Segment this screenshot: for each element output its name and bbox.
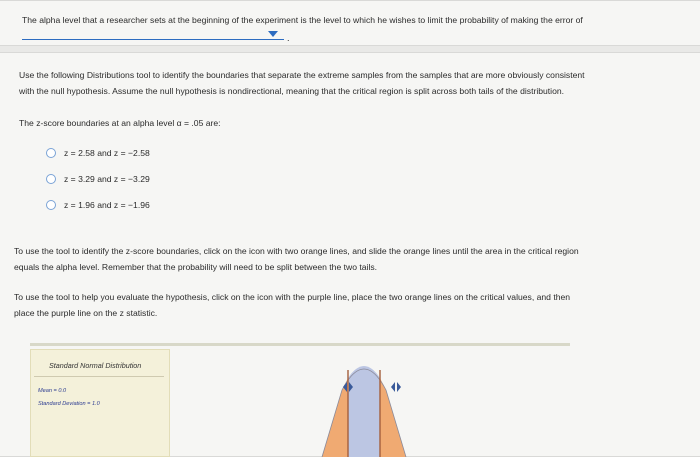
instruction-line: Use the following Distributions tool to identify the boundaries that separate the extreme samples from the samples that are more obviously consistent <box>19 70 585 80</box>
mean-label: Mean = 0.0 <box>38 388 67 394</box>
question-panel <box>0 0 700 46</box>
option-label-1[interactable]: z = 2.58 and z = −2.58 <box>64 148 150 158</box>
option-radio-2[interactable] <box>46 174 56 184</box>
option-radio-3[interactable] <box>46 200 56 210</box>
question-text: The alpha level that a researcher sets at the beginning of the experiment is the level to which he wishes to limit the probability of making the error of <box>22 15 583 25</box>
instruction-line: with the null hypothesis. Assume the null hypothesis is nondirectional, meaning that the critical region is split across both tails of the distribution. <box>19 86 565 96</box>
option-radio-1[interactable] <box>46 148 56 158</box>
instruction-line: place the purple line on the z statistic. <box>14 308 158 318</box>
option-label-3[interactable]: z = 1.96 and z = −1.96 <box>64 200 150 210</box>
instruction-line: To use the tool to identify the z-score boundaries, click on the icon with two orange lines, and slide the orange lines until the area in the critical region <box>14 246 579 256</box>
right-line-handle-icon[interactable] <box>391 382 401 392</box>
sd-label: Standard Deviation = 1.0 <box>38 401 100 407</box>
instruction-line: To use the tool to help you evaluate the hypothesis, click on the icon with the purple line, place the two orange lines on the critical values, and then <box>14 292 571 302</box>
tool-separator <box>34 376 164 377</box>
question-trailing-period: . <box>287 33 290 43</box>
answer-dropdown[interactable] <box>22 39 284 40</box>
option-label-2[interactable]: z = 3.29 and z = −3.29 <box>64 174 150 184</box>
instruction-line: equals the alpha level. Remember that the probability will need to be split between the two tails. <box>14 262 378 272</box>
tool-title: Standard Normal Distribution <box>49 361 142 370</box>
normal-distribution-graph[interactable] <box>300 360 430 457</box>
chevron-down-icon[interactable] <box>268 31 278 37</box>
center-region <box>348 366 380 457</box>
tool-divider <box>30 343 570 346</box>
zscore-prompt: The z-score boundaries at an alpha level α = .05 are: <box>19 118 221 128</box>
